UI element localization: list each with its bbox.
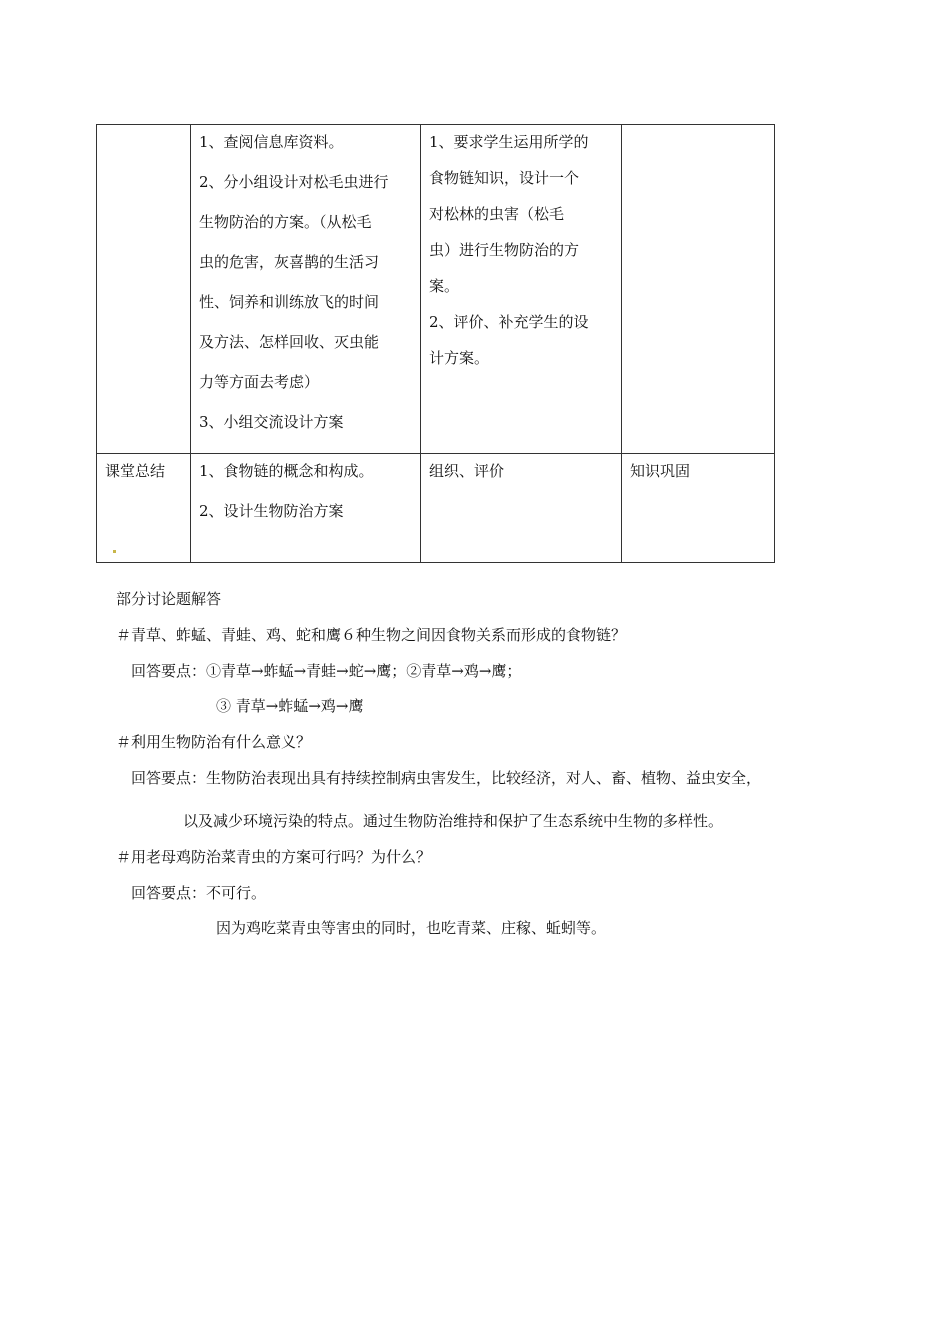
answer-2-line-1: 回答要点：生物防治表现出具有持续控制病虫害发生，比较经济，对人、畜、植物、益虫安全，	[131, 769, 762, 787]
table-cell-student-activity	[191, 454, 421, 563]
table-cell-teacher-activity	[421, 125, 622, 454]
table-row	[97, 454, 775, 563]
lesson-plan-table	[96, 124, 775, 563]
table-cell-teacher-activity	[421, 454, 622, 563]
student-activity-line: 1、查阅信息库资料。	[199, 133, 344, 151]
scan-speck	[113, 550, 116, 553]
student-activity-line: 虫的危害，灰喜鹊的生活习	[199, 253, 380, 271]
student-activity-line: 1、食物链的概念和构成。	[199, 462, 374, 480]
section-heading: 部分讨论题解答	[116, 590, 222, 608]
table-row	[97, 125, 775, 454]
table-cell-purpose	[622, 125, 775, 454]
answer-3-line-2: 因为鸡吃菜青虫等害虫的同时，也吃青菜、庄稼、蚯蚓等。	[216, 919, 607, 937]
answer-1-line-1: 回答要点：①青草→蚱蜢→青蛙→蛇→鹰；②青草→鸡→鹰；	[131, 662, 522, 680]
answer-2-line-2: 以及减少环境污染的特点。通过生物防治维持和保护了生态系统中生物的多样性。	[183, 812, 724, 830]
question-2: ＃利用生物防治有什么意义？	[116, 733, 312, 751]
teacher-activity-line: 计方案。	[429, 349, 490, 367]
question-1: ＃青草、蚱蜢、青蛙、鸡、蛇和鹰６种生物之间因食物关系而形成的食物链？	[116, 626, 627, 644]
student-activity-line: 性、饲养和训练放飞的时间	[199, 293, 380, 311]
student-activity-line: 2、设计生物防治方案	[199, 502, 344, 520]
student-activity-line: 力等方面去考虑）	[199, 373, 320, 391]
student-activity-line: 生物防治的方案。（从松毛	[199, 213, 372, 231]
table-cell-stage	[97, 125, 191, 454]
student-activity-line: 及方法、怎样回收、灭虫能	[199, 333, 380, 351]
student-activity-line: 2、分小组设计对松毛虫进行	[199, 173, 389, 191]
teacher-activity-line: 1、要求学生运用所学的	[429, 133, 589, 151]
teacher-activity-line: 虫）进行生物防治的方	[429, 241, 580, 259]
student-activity-line: 3、小组交流设计方案	[199, 413, 344, 431]
purpose-line: 知识巩固	[630, 462, 691, 480]
table-cell-purpose	[622, 454, 775, 563]
table-cell-student-activity	[191, 125, 421, 454]
stage-label: 课堂总结	[105, 462, 166, 480]
table-cell-stage	[97, 454, 191, 563]
question-3: ＃用老母鸡防治菜青虫的方案可行吗？为什么？	[116, 848, 432, 866]
answer-1-line-2: ③ 青草→蚱蜢→鸡→鹰	[216, 697, 364, 715]
teacher-activity-line: 2、评价、补充学生的设	[429, 313, 589, 331]
teacher-activity-line: 组织、评价	[429, 462, 505, 480]
teacher-activity-line: 对松林的虫害（松毛	[429, 205, 565, 223]
answer-3-line-1: 回答要点：不可行。	[131, 884, 267, 902]
teacher-activity-line: 食物链知识，设计一个	[429, 169, 580, 187]
teacher-activity-line: 案。	[429, 277, 460, 295]
